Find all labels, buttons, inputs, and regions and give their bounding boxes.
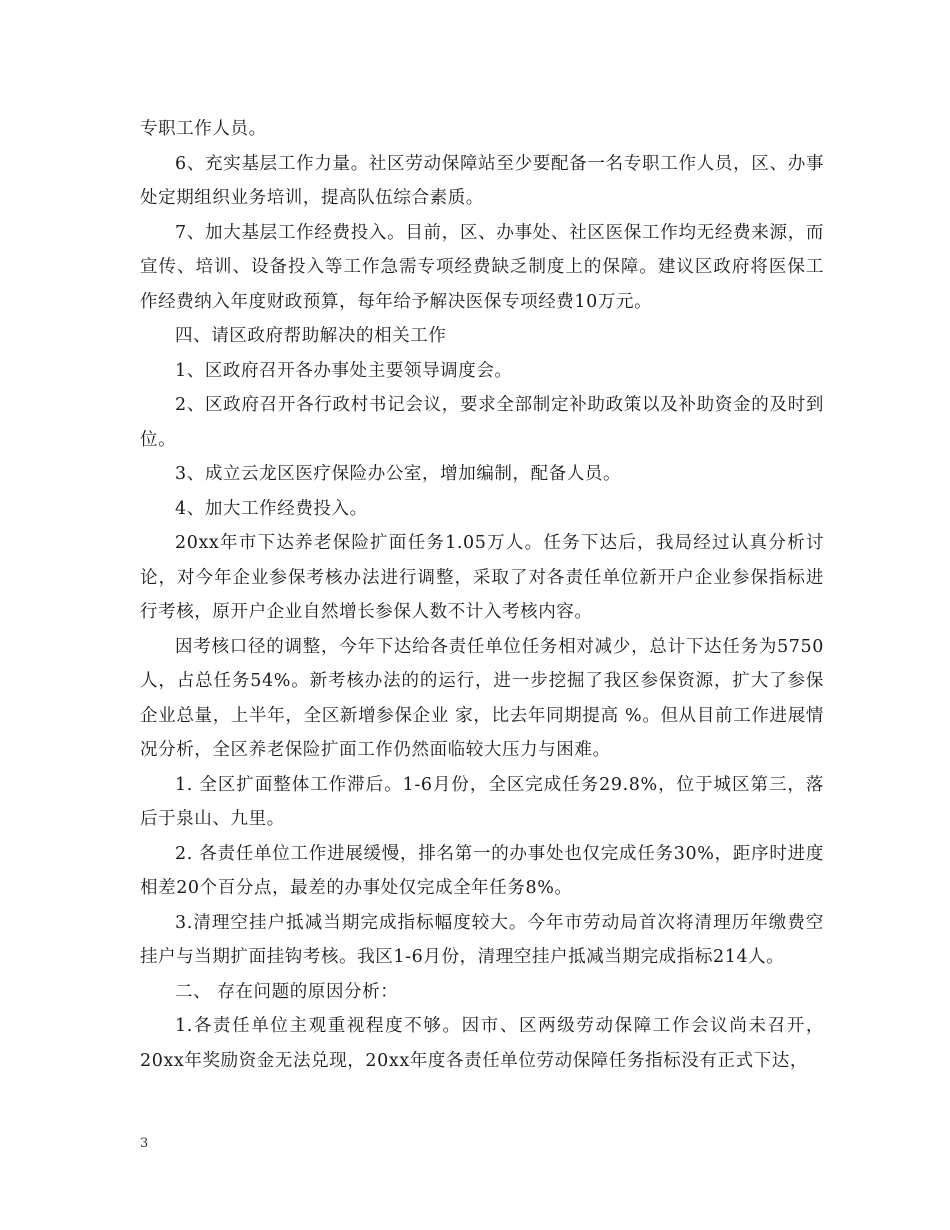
- paragraph-5: 1、区政府召开各办事处主要领导调度会。: [175, 360, 513, 381]
- paragraph-15: 1.各责任单位主观重视程度不够。因市、区两级劳动保障工作会议尚未召开，20xx年奖励资金无法兑现，20xx年度各责任单位劳动保障任务指标没有正式下达，: [140, 1016, 824, 1071]
- paragraph-3: 7、加大基层工作经费投入。目前，区、办事处、社区医保工作均无经费来源，而宣传、培训、设备投入等工作急需专项经费缺乏制度上的保障。建议区政府将医保工作经费纳入年度财政预算，每年给予解决医保专项经费10万元。: [140, 222, 824, 312]
- paragraph-8: 4、加大工作经费投入。: [175, 498, 368, 519]
- paragraph-9: 20xx年市下达养老保险扩面任务1.05万人。任务下达后，我局经过认真分析讨论，对今年企业参保考核办法进行调整，采取了对各责任单位新开户企业参保指标进行考核，原开户企业自然增长参保人数不计入考核内容。: [140, 533, 824, 622]
- paragraph-13: 3.清理空挂户抵减当期完成指标幅度较大。今年市劳动局首次将清理历年缴费空挂户与当期扩面挂钩考核。我区1-6月份，清理空挂户抵减当期完成指标214人。: [140, 912, 824, 967]
- paragraph-2: 6、充实基层工作力量。社区劳动保障站至少要配备一名专职工作人员，区、办事处定期组织业务培训，提高队伍综合素质。: [140, 153, 824, 208]
- page-number: 3: [140, 1136, 149, 1151]
- paragraph-11: 1. 全区扩面整体工作滞后。1-6月份，全区完成任务29.8%，位于城区第三，落后于泉山、九里。: [140, 774, 824, 829]
- section-heading-2: 二、 存在问题的原因分析：: [175, 981, 399, 1002]
- paragraph-1: 专职工作人员。: [140, 119, 267, 139]
- section-heading-4: 四、请区政府帮助解决的相关工作: [175, 326, 447, 346]
- paragraph-10: 因考核口径的调整，今年下达给各责任单位任务相对减少，总计下达任务为5750人，占总任务54%。新考核办法的的运行，进一步挖掘了我区参保资源，扩大了参保企业总量，上半年，全区新增参保企业 家，比去年同期提高 %。但从目前工作进展情况分析，全区养老保险扩面工作仍然面临较大压力与困难。: [140, 636, 824, 760]
- paragraph-6: 2、区政府召开各行政村书记会议，要求全部制定补助政策以及补助资金的及时到位。: [140, 395, 824, 450]
- paragraph-7: 3、成立云龙区医疗保险办公室，增加编制，配备人员。: [175, 464, 622, 484]
- paragraph-12: 2. 各责任单位工作进展缓慢，排名第一的办事处也仅完成任务30%，距序时进度相差20个百分点，最差的办事处仅完成全年任务8%。: [140, 843, 824, 898]
- document-body: [140, 112, 824, 1078]
